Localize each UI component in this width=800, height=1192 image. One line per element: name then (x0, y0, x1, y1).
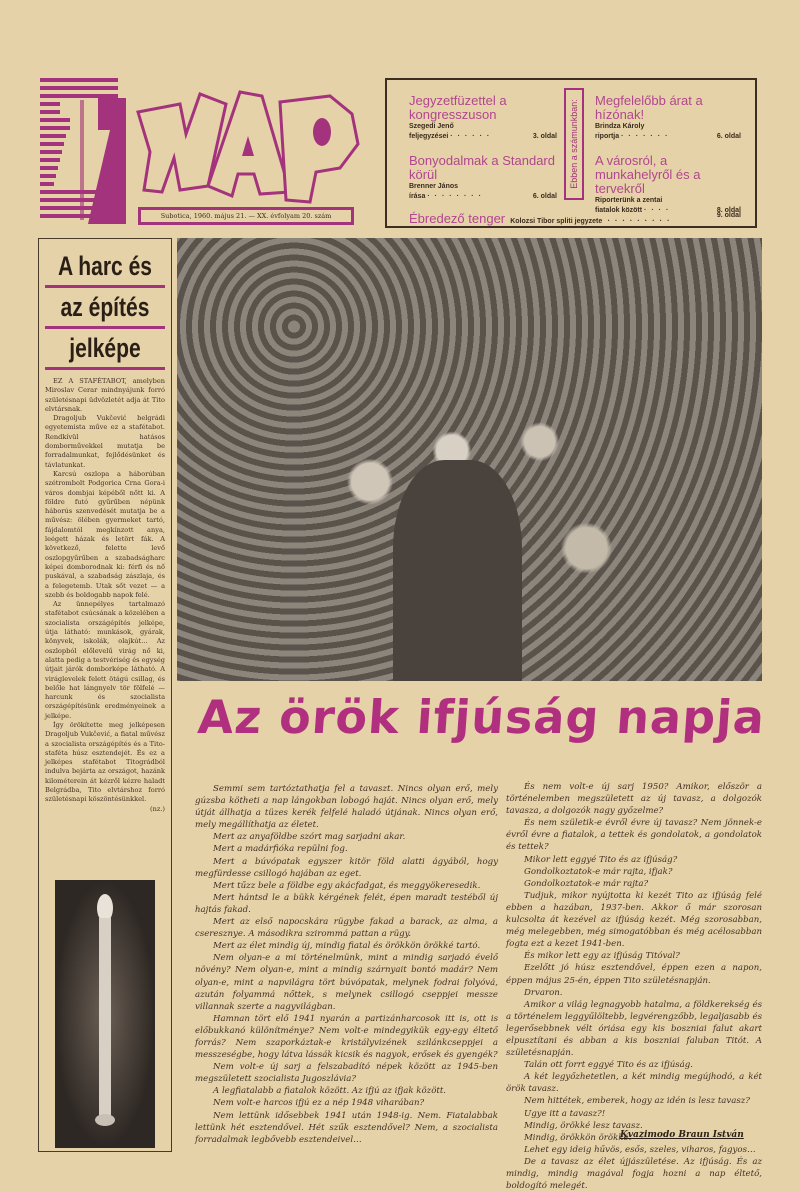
paragraph: Lehet egy ideig hűvös, esős, szeles, viharos, fagyos… (524, 1144, 756, 1155)
leader-dots: ······ (450, 133, 495, 140)
contents-item-page: 6. oldal (716, 133, 741, 140)
paragraph: Az ünnepélyes tartalmazó stafétabot csúcsának a közelében a szocialista országépítés jelképe, útja látható: munkások, gyárak, könyvek, iskolák, olajkút… Az oszlopból előlevelű virág nő ki, alatta pedig a testvériség és egység útjait járók domborképe látható. A viráglevelek felett ötágú csillag, és belőle hat lángnyelv tör fölfelé — harcunk és szocialista országépítésünk eredményeinek a jelképe. (45, 600, 165, 720)
dateline: Subotica, 1960. május 21. — XX. évfolyam 20. szám (138, 207, 354, 225)
paragraph: Mert a búvópatak egyszer kitör föld alatti ágyából, hogy megfürdesse csillogó hajában az eget. (195, 856, 498, 879)
photo-figure (393, 460, 522, 682)
baton-photo (55, 880, 155, 1148)
leader-dots: ········ (427, 193, 486, 200)
contents-item-author: Brindza Károly (595, 123, 645, 130)
paragraph: Nem olyan-e a mi történelmünk, mint a mindig sarjadó évelő növény? Nem olyan-e, mint a mindig szárnyait bontó madár? Nem olyan-e, mint a napvilágra tört búvópatak, melynek fodrai folyóvá, azután folyammá nőttek, s melynek csillogó cseppjei messze villannak szerte a nagyvilágban. (195, 953, 498, 1012)
divider (45, 285, 165, 288)
contents-item-line (595, 132, 741, 142)
contents-item-line (409, 192, 557, 202)
paragraph: Mert az élet mindig új, mindig fiatal és örökkön örökké tartó. (213, 941, 481, 952)
paragraph: És nem volt-e új sarj 1950? Amikor, először a történelemben megszületett az új tavasz, a dolgozók tavasza, a dolgozók nagy győzelme? (506, 782, 762, 817)
leader-dots: ···· (644, 207, 674, 214)
article-signature: Kvazimodo Braun István (620, 1130, 744, 1140)
contents-item[interactable] (409, 208, 741, 227)
paragraph: Nem volt-e új sarj a felszabadító népek között az 1945-ben megszületett szocialista Jugoszlávia? (195, 1062, 498, 1085)
paragraph: Mindig, örökké lesz tavasz. (524, 1120, 643, 1131)
contents-item-kind: feljegyzései (409, 133, 449, 140)
sidebar-body (45, 377, 165, 814)
leader-dots: ······· (621, 133, 673, 140)
paragraph: Így örökítette meg jelképesen Dragoljub Vukčević, a fiatal művész a szocialista országépítés és a Tito-staféta húsz esztendejét. És ez a jelképes stafétabot Titográdból indulva bejárta az országot, hazánk kilométerein át kézről kézre haladt Belgrádba, Tito elvtárshoz forró születésnapi köszöntésünkkel. (45, 720, 165, 804)
contents-item-title: A városról, a munkahelyről és a tervekről (595, 153, 701, 196)
sidebar-heading-line: jelképe (69, 333, 141, 363)
paragraph: Mert hántsd le a bükk kérgének felét, épen maradt testéből új hajtás fakad. (195, 892, 498, 915)
contents-item-title: Bonyodalmak a Standard körül (409, 153, 555, 182)
contents-box (385, 78, 757, 228)
contents-item[interactable] (595, 94, 741, 142)
contents-label: Ebben a számunkban: (569, 99, 579, 189)
leader-dots: ········· (607, 216, 675, 225)
paragraph: Nem hittétek, emberek, hogy az idén is lesz tavasz? (524, 1096, 750, 1107)
crowd-photo (177, 238, 762, 681)
paragraph: Mert a madárfióka repülni fog. (213, 844, 348, 855)
contents-item-title: Jegyzetfüzettel a kongresszuson (409, 93, 507, 122)
contents-item-page: 6. oldal (532, 193, 557, 200)
contents-item-author: Brenner János (409, 183, 459, 190)
sidebar-heading-line: A harc és (57, 251, 153, 281)
contents-item-page: 3. oldal (532, 133, 557, 140)
contents-item[interactable] (409, 154, 557, 202)
contents-item-page: 9. oldal (716, 212, 741, 219)
paragraph: Mert tűzz bele a földbe egy akácfadgat, és meggyökeresedik. (213, 880, 481, 891)
paragraph: Semmi sem tartóztathatja fel a tavaszt. Nincs olyan erő, mely gúzsba kötheti a nap lángokban lobogó haját. Nincs olyan erő, mely útját állhatja a tüzes kerék felfelé haladó útjának. Nincs olyan erő, mely megállíthatja az életet. (195, 784, 498, 831)
contents-item-kind: írása (409, 193, 426, 200)
paragraph: És mikor lett egy az ifjúság Titóval? (524, 951, 680, 962)
paragraph: Gondolkoztatok-e már rajta, ifjak? (524, 866, 673, 877)
paragraph: Karcsú oszlopa a háborúban szétrombolt Podgorica Crna Gora-i város dombjai képéből nőtt ki. A földre futó gyűrűben népünk háborús szenvedését mutatja be a művész: ölében gyermeket tartó, fájdalomtól megkínzott anya, leégett házak és letört fák. A következő, felette levő oszlopgyűrűben a szabadságharc képei domborodnak ki: férfi és nő puskával, a szabadság zászlaja, és a felegetemb. Utak sőt vezet — a szebb és boldogabb napok felé. (45, 469, 165, 599)
paragraph: És nem születik-e évről évre új tavasz? Nem jönnek-e évről évre a fiatalok, a tettek és gondolatok, a gondolatok és tettek? (506, 818, 762, 853)
paragraph: Ugye itt a tavasz?! (524, 1108, 606, 1119)
contents-item-line (409, 132, 557, 142)
paragraph: Drvaron. (524, 987, 563, 998)
contents-item[interactable] (595, 154, 741, 216)
divider (45, 367, 165, 370)
paragraph: Tudjuk, mikor nyújtotta ki kezét Tito az ifjúság felé ebben a hazában, 1937-ben. Akkor ő már szorosan kulcsolta át kezével az ifjúság kezét. Még szorosabban, még melegebben, még simogatóbban és még acélosabban fogta ezt a kezet 1941-ben. (506, 890, 762, 950)
contents-item-kind: riportja (595, 133, 620, 140)
paragraph: Mindig, örökkön örökké. (524, 1132, 632, 1143)
paragraph: Gondolkoztatok-e már rajta? (524, 878, 649, 889)
paragraph: Dragoljub Vukčević belgrádi egyetemista műve ez a stafétabot. Rendkívül hatásos domborművekkel mutatja be forradalmunkat, fejlődésünket és távlatunkat. (45, 414, 165, 469)
divider (45, 326, 165, 329)
paragraph: (nz.) (150, 804, 165, 813)
baton-image (55, 880, 155, 1148)
article-column-1 (195, 783, 498, 1146)
paragraph: De a tavasz az élet újjászületése. Az ifjúság. És az mindig, mindig magával fogja hozni a nap éltető, boldogító melegét. (506, 1156, 762, 1192)
contents-item-author: Riporterünk a zentai (595, 197, 663, 204)
paragraph: Nem volt-e harcos ifjú ez a nép 1948 viharában? (213, 1098, 425, 1109)
paragraph: Ezelőtt jó húsz esztendővel, éppen ezen a napon, éppen május 25-én, éppen Tito születésnapján. (506, 963, 762, 986)
paragraph: Mikor lett eggyé Tito és az ifjúság? (524, 854, 678, 865)
paragraph: A legfiatalabb a fiatalok között. Az ifjú az ifjak között. (213, 1086, 447, 1097)
article-headline: Az örök ifjúság napja (196, 690, 767, 744)
contents-item-page: 8. oldal (716, 207, 741, 214)
contents-label-box (564, 88, 584, 200)
contents-item[interactable] (409, 94, 557, 142)
sidebar-heading-line: az építés (60, 292, 150, 322)
contents-item-author: Szegedi Jenő (409, 123, 454, 130)
paragraph: A két legyőzhetetlen, a két mindig megújhodó, a két örök tavasz. (506, 1072, 762, 1095)
paragraph: Hamnan tört elő 1941 nyarán a partizánharcosok itt is, ott is előbukkanó különítménye? Nem volt-e mindegyikük egy-egy éltető forrás? Nem szaporkáztak-e kristályvizének szilánkcseppjei a messzeségbe, hogy látva lássák kicsik és nagyok, erősek és gyengék? (195, 1013, 498, 1061)
paragraph: Talán ott forrt eggyé Tito és az ifjúság. (524, 1060, 694, 1071)
contents-item-title: Ébredező tenger (409, 211, 506, 226)
contents-item-kind: fiatalok között (595, 207, 643, 214)
paragraph: Mert az első napocskára rügybe fakad a barack, az alma, a cseresznye. A másodikra szirommá pattan a rügy. (195, 917, 498, 940)
paragraph: Amikor a világ legnagyobb hatalma, a földkerekség és a történelem leggyűlöltebb, legvérengzőbb, legaljasabb és legerősebbnek vélt óriása egy kis boszniai falut akart elpusztítani és abban a kis boszniai faluban Titót. A születésnapján. (506, 999, 762, 1059)
paragraph: Mert az anyaföldbe szórt mag sarjadni akar. (213, 832, 406, 843)
contents-item-title: Megfelelőbb árat a hízónak! (595, 93, 703, 122)
paragraph: EZ A STAFÉTABOT, amelyben Miroslav Cerar mindnyájunk forró születésnapi üdvözletét adja át Tito elvtársnak. (45, 377, 165, 413)
paragraph: Nem lettünk idősebbek 1941 után 1948-ig. Nem. Fiatalabbak lettünk hét esztendővel. Hét szűk esztendővel? Nem, a szocialista forradalmak legbővebb esztendeivel… (195, 1110, 498, 1145)
contents-item-author: Kolozsi Tibor spliti jegyzete (510, 218, 603, 225)
